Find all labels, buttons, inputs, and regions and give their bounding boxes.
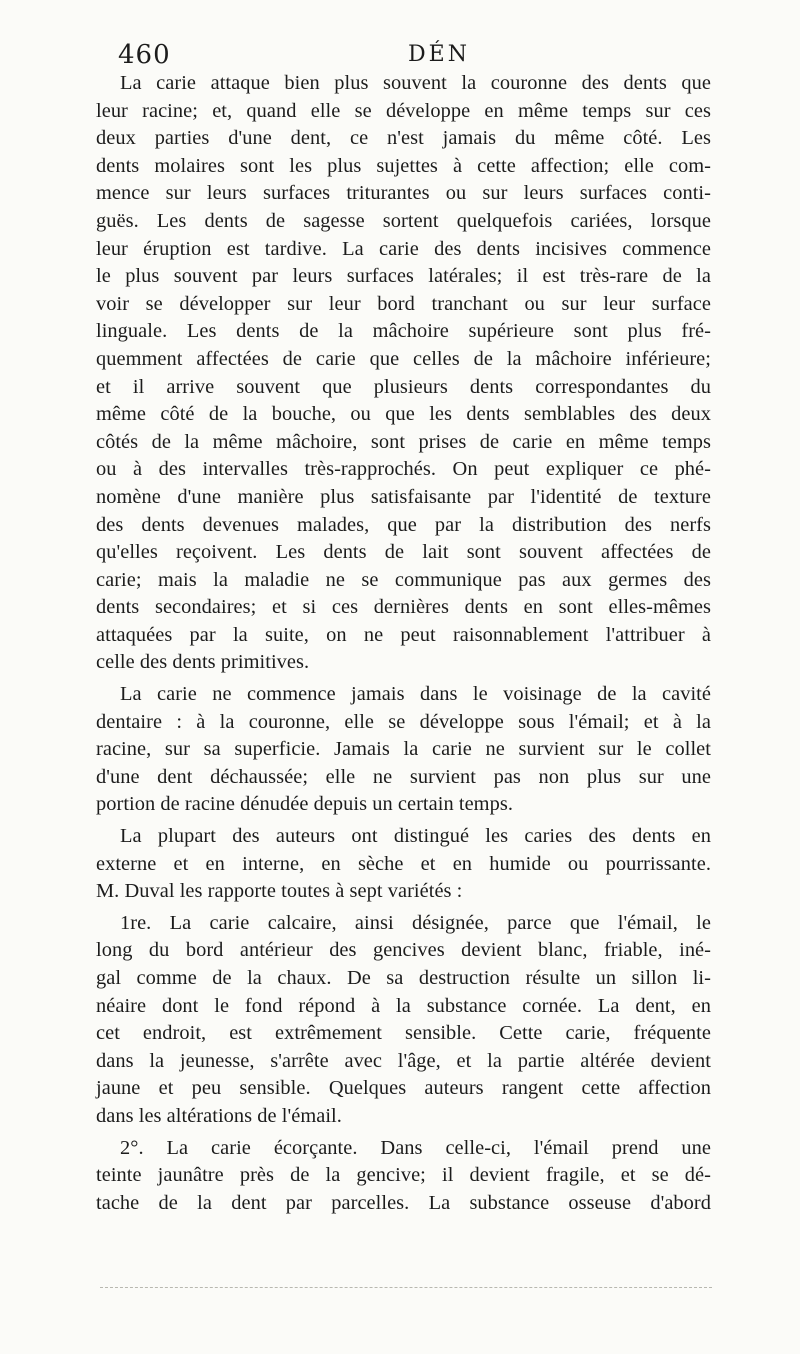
paragraph-carie-ecorcante: [96, 1135, 711, 1218]
text-line: deux parties d'une dent, ce n'est jamais du même côté. Les: [96, 127, 711, 150]
text-line: 1re. La carie calcaire, ainsi désignée, parce que l'émail, le: [120, 911, 711, 934]
text-line: quemment affectées de carie que celles de la mâchoire inférieure;: [96, 347, 711, 370]
text-line: nomène d'une manière plus satisfaisante par l'identité de texture: [96, 485, 711, 508]
body-text: [96, 70, 711, 1221]
text-line: côtés de la même mâchoire, sont prises de carie en même temps: [96, 430, 711, 453]
paragraph-carie-voisinage: [96, 681, 711, 819]
text-line: M. Duval les rapporte toutes à sept variétés :: [96, 880, 463, 903]
page-number: 460: [118, 40, 171, 70]
text-line: voir se développer sur leur bord tranchant ou sur leur surface: [96, 292, 711, 315]
text-line: La plupart des auteurs ont distingué les caries des dents en: [120, 825, 711, 848]
text-line: dans la jeunesse, s'arrête avec l'âge, et la partie altérée devient: [96, 1049, 711, 1072]
text-line: dans les altérations de l'émail.: [96, 1104, 342, 1127]
text-line: externe et en interne, en sèche et en humide ou pourrissante.: [96, 852, 711, 875]
text-line: La carie attaque bien plus souvent la couronne des dents que: [120, 72, 711, 94]
text-line: dentaire : à la couronne, elle se développe sous l'émail; et à la: [96, 710, 711, 733]
text-line: La carie ne commence jamais dans le voisinage de la cavité: [120, 683, 711, 706]
text-line: gal comme de la chaux. De sa destruction résulte un sillon li-: [96, 967, 711, 989]
text-line: jaune et peu sensible. Quelques auteurs rangent cette affection: [96, 1077, 711, 1100]
text-line: guës. Les dents de sagesse sortent quelquefois cariées, lorsque: [96, 209, 711, 232]
text-line: ou à des intervalles très-rapprochés. On peut expliquer ce phé-: [96, 458, 711, 481]
paragraph-carie-couronne: [96, 70, 711, 677]
paragraph-carie-calcaire: [96, 910, 711, 1131]
text-line: néaire dont le fond répond à la substance cornée. La dent, en: [96, 994, 711, 1017]
text-line: et il arrive souvent que plusieurs dents correspondantes du: [96, 375, 711, 398]
text-line: leur éruption est tardive. La carie des dents incisives commence: [96, 237, 711, 260]
text-line: long du bord antérieur des gencives devient blanc, friable, iné-: [96, 939, 711, 962]
text-line: linguale. Les dents de la mâchoire supérieure sont plus fré-: [96, 320, 711, 343]
text-line: même côté de la bouche, ou que les dents semblables des deux: [96, 403, 711, 426]
text-line: 2°. La carie écorçante. Dans celle-ci, l'émail prend une: [120, 1136, 711, 1159]
text-line: mence sur leurs surfaces triturantes ou sur leurs surfaces conti-: [96, 182, 711, 205]
text-line: leur racine; et, quand elle se développe en même temps sur ces: [96, 99, 711, 122]
text-line: carie; mais la maladie ne se communique pas aux germes des: [96, 568, 711, 591]
text-line: tache de la dent par parcelles. La substance osseuse d'abord: [96, 1191, 711, 1214]
running-head: DÉN: [408, 42, 470, 67]
text-line: racine, sur sa superficie. Jamais la carie ne survient sur le collet: [96, 738, 711, 761]
text-line: qu'elles reçoivent. Les dents de lait sont souvent affectées de: [96, 541, 711, 564]
text-line: des dents devenues malades, que par la distribution des nerfs: [96, 513, 711, 536]
text-line: portion de racine dénudée depuis un certain temps.: [96, 793, 513, 816]
text-line: celle des dents primitives.: [96, 651, 310, 674]
text-line: d'une dent déchaussée; elle ne survient pas non plus sur une: [96, 765, 711, 788]
text-line: dents secondaires; et si ces dernières dents en sont elles-mêmes: [96, 596, 711, 619]
text-line: dents molaires sont les plus sujettes à cette affection; elle com-: [96, 154, 711, 177]
text-line: attaquées par la suite, on ne peut raisonnablement l'attribuer à: [96, 623, 711, 646]
paragraph-varietes: [96, 823, 711, 906]
text-line: le plus souvent par leurs surfaces latérales; il est très-rare de la: [96, 265, 711, 288]
text-line: teinte jaunâtre près de la gencive; il devient fragile, et se dé-: [96, 1164, 711, 1187]
text-line: cet endroit, est extrêmement sensible. Cette carie, fréquente: [96, 1022, 711, 1045]
footer-rule: [100, 1287, 712, 1288]
